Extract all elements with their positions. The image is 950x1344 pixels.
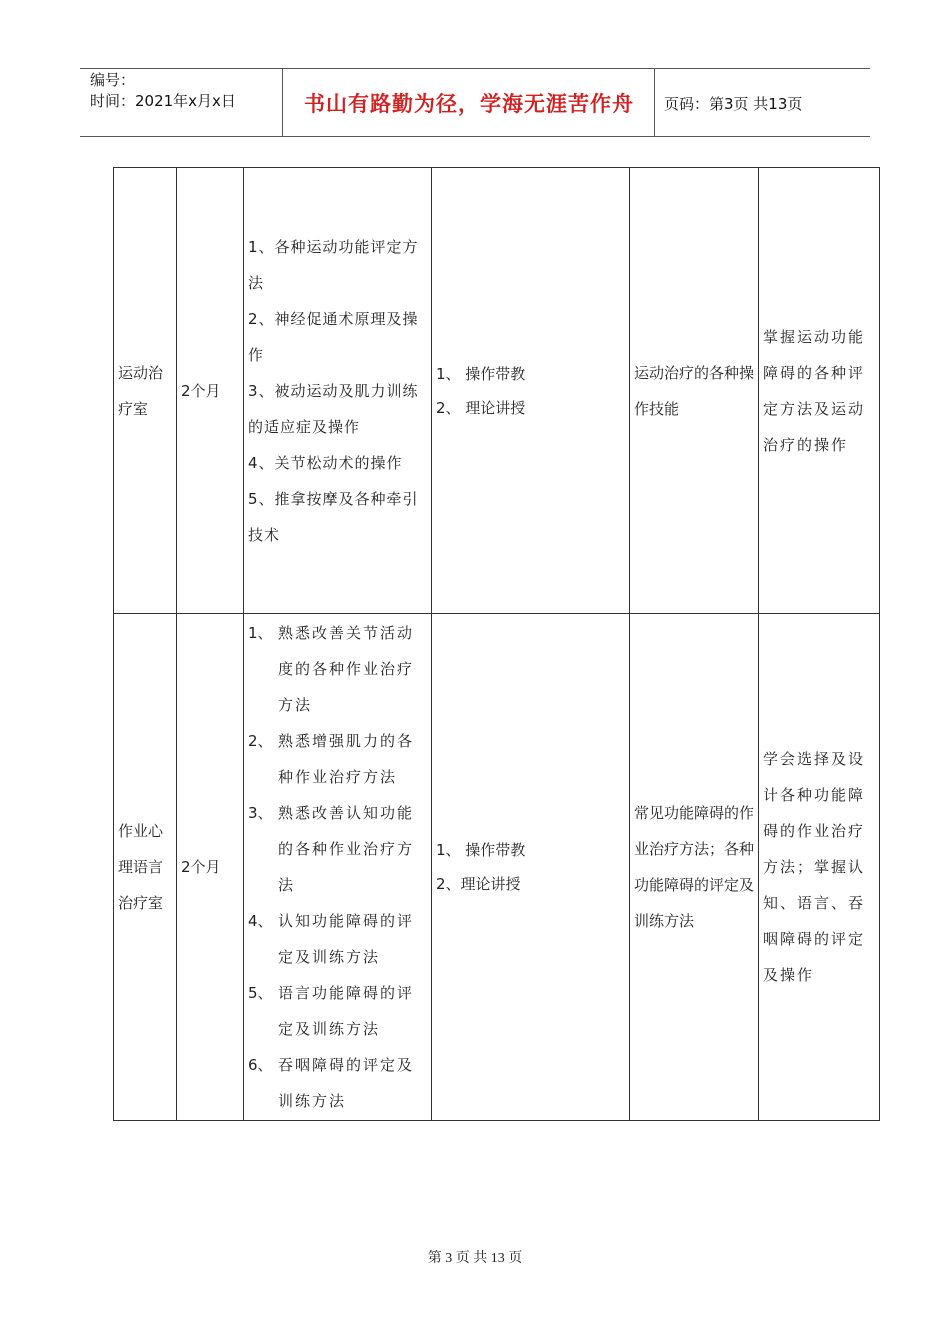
list-item: 4、关节松动术的操作 [248,453,403,472]
table-row [114,614,880,1121]
time-label: 时间：2021年x月x日 [90,92,236,110]
dept-cell: 作业心理语言治疗室 [114,614,177,1121]
methods-cell [432,168,630,614]
header-divider-right [654,68,655,136]
page-footer: 第 3 页 共 13 页 [427,1251,523,1266]
list-item: 3、 熟悉改善认知功能的各种作业治疗方法 [248,804,415,894]
methods-cell [432,614,630,1121]
number-label: 编号： [90,71,136,89]
content-cell [244,614,432,1121]
requirements-cell: 常见功能障碍的作业治疗方法；各种功能障碍的评定及训练方法 [630,614,759,1121]
content-list [248,615,427,1119]
list-item: 1、 熟悉改善关节活动度的各种作业治疗方法 [248,624,415,714]
list-item: 5、 语言功能障碍的评定及训练方法 [248,984,415,1038]
goals-cell: 学会选择及设计各种功能障碍的作业治疗方法；掌握认知、语言、吞咽障碍的评定及操作 [759,614,880,1121]
requirements-cell: 运动治疗的各种操作技能 [630,168,759,614]
method-item: 2、 理论讲授 [436,398,526,417]
header-meta [90,70,236,112]
list-item: 4、 认知功能障碍的评定及训练方法 [248,912,415,966]
list-item: 2、神经促通术原理及操作 [248,309,419,364]
list-item: 1、各种运动功能评定方法 [248,237,419,292]
header-bottom-rule [80,136,870,137]
goals-cell: 掌握运动功能障碍的各种评定方法及运动治疗的操作 [759,168,880,614]
list-item: 3、被动运动及肌力训练的适应症及操作 [248,381,419,436]
list-item: 6、 吞咽障碍的评定及训练方法 [248,1056,415,1110]
method-item: 1、 操作带教 [436,364,526,383]
training-table [113,167,880,1121]
duration-cell: 2个月 [177,614,244,1121]
content-list [248,229,427,553]
header-motto: 书山有路勤为径，学海无涯苦作舟 [304,92,634,116]
header-page-label: 页码：第3页 共13页 [664,95,803,113]
method-item: 1、 操作带教 [436,841,526,859]
duration-cell: 2个月 [177,168,244,614]
list-item: 2、 熟悉增强肌力的各种作业治疗方法 [248,732,415,786]
table-row [114,168,880,614]
method-item: 2、理论讲授 [436,875,521,893]
content-cell [244,168,432,614]
header-top-rule [80,68,870,69]
list-item: 5、推拿按摩及各种牵引技术 [248,489,419,544]
header-divider-left [282,68,283,136]
dept-cell: 运动治疗室 [114,168,177,614]
